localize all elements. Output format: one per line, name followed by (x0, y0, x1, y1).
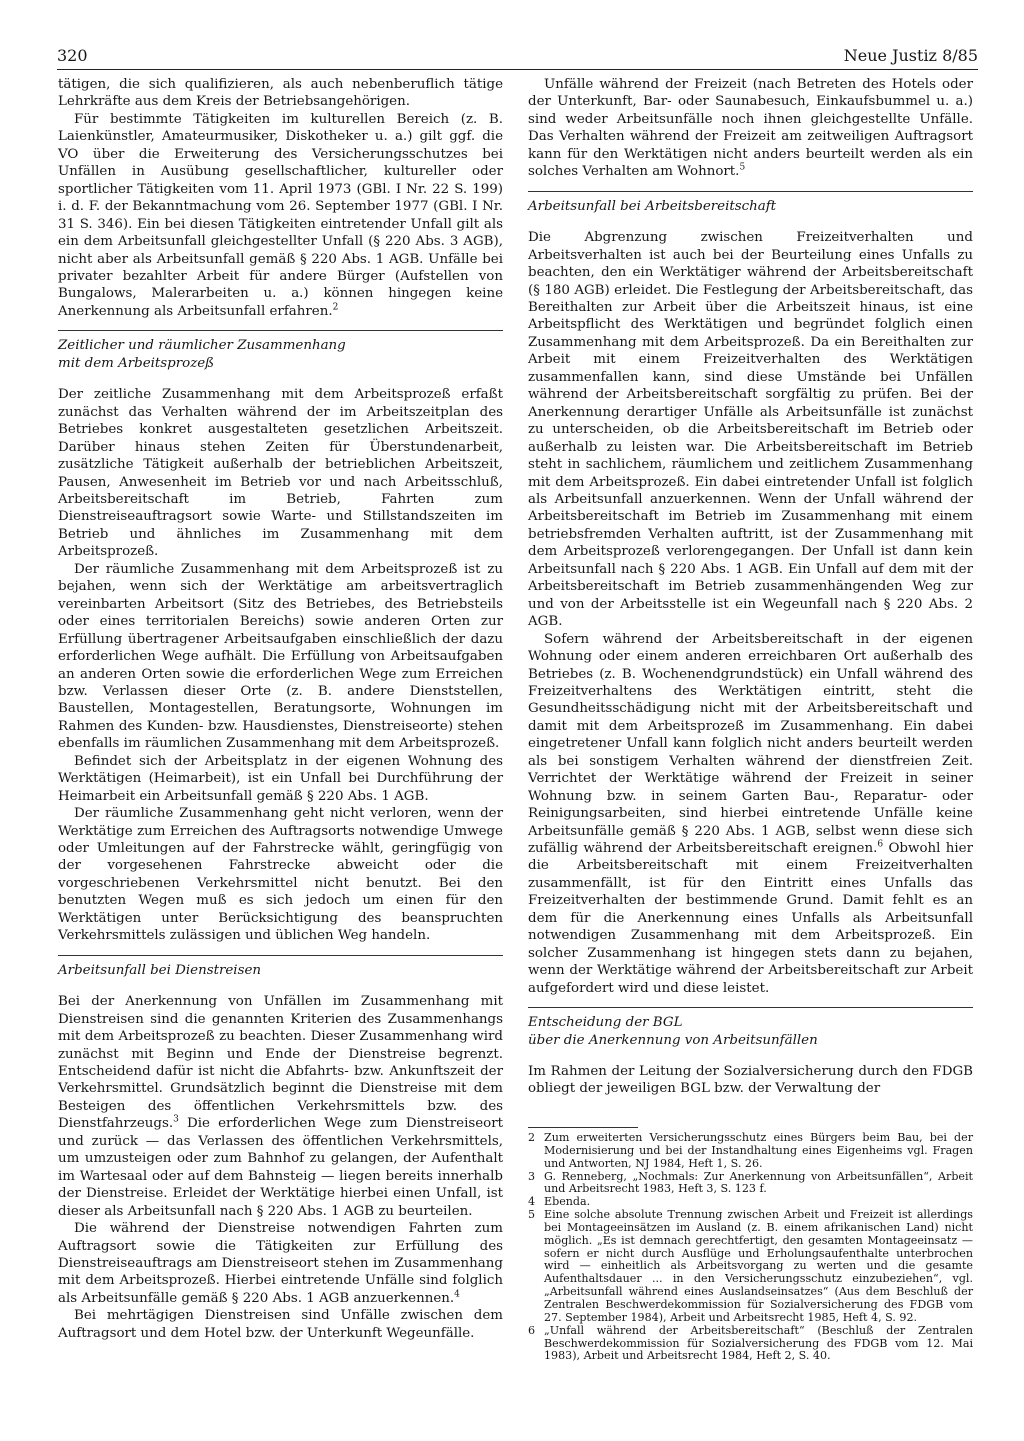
heading-line: Entscheidung der BGL (528, 1015, 683, 1031)
footnote-number: 2 (528, 1131, 536, 1144)
footnote-number: 5 (528, 1208, 536, 1222)
paragraph (58, 1220, 503, 1307)
paragraph (528, 76, 973, 181)
heading-line: mit dem Arbeitsprozeß (58, 355, 215, 371)
footnote (528, 1132, 973, 1171)
paragraph-text: Obwohl hier die Arbeitsbereitschaft mit einem Freizeitverhalten zusammenfällt, ist für den Eintritt eines Unfalls das Freizeitverhalten der bestimmende Grund. Damit fehlt es an dem für die Anerkennung eines Unfalls als Arbeitsunfall notwendigen Zusammenhang mit dem Arbeitsprozeß. Ein solcher Zusammenhang ist hingegen stets dann zu bejahen, wenn der Werktätige während der Arbeitsbereitschaft zur Arbeit aufgefordert wird und diese leistet. (528, 841, 973, 996)
footnotes (528, 1127, 973, 1363)
paragraph-text: Die erforderlichen Wege zum Dienstreiseort und zurück — das Verlassen des öffentlichen Verkehrsmittels, um umzusteigen oder zum Bahnhof zu gelangen, der Aufenthalt im Wartesaal oder auf dem Bahnsteig — liegen bereits innerhalb der Dienstreise. Erleidet der Werktätige hierbei einen Unfall, ist dieser als Arbeitsunfall nach § 220 Abs. 1 AGB zu beurteilen. (58, 1116, 503, 1219)
footnote-ref: 5 (739, 162, 746, 173)
section-heading (528, 1007, 973, 1049)
heading-line: Arbeitsunfall bei Arbeitsbereitschaft (528, 198, 777, 214)
footnote (528, 1325, 973, 1364)
section-heading (58, 955, 503, 979)
footnote (528, 1209, 973, 1325)
paragraph: Der räumliche Zusammenhang mit dem Arbeitsprozeß ist zu bejahen, wenn sich der Werktätige am arbeitsvertraglich vereinbarten Arbeitsort (Sitz des Betriebes, des Betriebsteils oder eines territorialen Bereichs) sowie anderen Orten zur Erfüllung übertragener Arbeitsaufgaben einschließlich der dazu erforderlichen Wege aufhält. Die Erfüllung von Arbeitsaufgaben an anderen Orten sowie die erforderlichen Wege zum Erreichen bzw. Verlassen dieser Orte (z. B. andere Dienststellen, Baustellen, Montagestellen, Beratungsorte, Wohnungen im Rahmen des Kunden- bzw. Hausdienstes, Dienstreiseorte) stehen ebenfalls im räumlichen Zusammenhang mit dem Arbeitsprozeß. (58, 561, 503, 752)
header-rule (57, 69, 978, 70)
right-column (528, 76, 973, 1098)
footnote (528, 1171, 973, 1197)
footnote-number: 3 (528, 1169, 536, 1183)
paragraph: Befindet sich der Arbeitsplatz in der eigenen Wohnung des Werktätigen (Heimarbeit), ist ein Unfall bei Durchführung der Heimarbeit ein Arbeitsunfall gemäß § 220 Abs. 1 AGB. (58, 753, 503, 804)
footnote-ref: 6 (877, 839, 884, 850)
paragraph-text: Bei der Anerkennung von Unfällen im Zusammenhang mit Dienstreisen sind die genannten Kriterien des Zusammenhangs mit dem Arbeitsprozeß zu beachten. Dieser Zusammenhang wird zunächst mit Beginn und Ende der Dienstreise begrenzt. Entscheidend dafür ist nicht die Abfahrts- bzw. Ankunftszeit der Verkehrsmittel. Grundsätzlich beginnt die Dienstreise mit dem Besteigen des öffentlichen Verkehrsmittels bzw. des Dienstfahrzeugs. (58, 994, 503, 1132)
section-heading (58, 330, 503, 372)
footnote-ref: 2 (332, 302, 339, 313)
footnote-number: 6 (528, 1323, 536, 1337)
footnote-text: Eine solche absolute Trennung zwischen Arbeit und Freizeit ist allerdings bei Montageeinsätzen im Ausland (z. B. einem afrikanischen Land) nicht möglich. „Es ist demnach gerechtfertigt, den gesamten Montageeinsatz — sofern er nicht durch Ausflüge und Erholungsaufenthalte unterbrochen wird — einheitlich als Arbeitsvorgang zu werten und die gesamte Aufenthaltsdauer ... in den Versicherungsschutz einzubeziehen“, vgl. „Arbeitsunfall während eines Auslandseinsatzes“ (Aus dem Beschluß der Zentralen Beschwerdekommission für Sozialversicherung des FDGB vom 27. September 1984), Arbeit und Arbeitsrecht 1985, Heft 4, S. 92. (544, 1208, 973, 1324)
footnote-number: 4 (528, 1195, 536, 1209)
paragraph (528, 631, 973, 998)
footnote-text: „Unfall während der Arbeitsbereitschaft“ (Beschluß der Zentralen Beschwerdekommission für Sozialversicherung des FDGB vom 12. Mai 1983), Arbeit und Arbeitsrecht 1984, Heft 2, S. 40. (544, 1323, 973, 1363)
heading-line: über die Anerkennung von Arbeitsunfällen (528, 1032, 818, 1048)
paragraph-text: Sofern während der Arbeitsbereitschaft in der eigenen Wohnung oder einem anderen erreichbaren Ort außerhalb des Betriebes (z. B. Wochenendgrundstück) ein Unfall während des Freizeitverhaltens des Werktätigen eintritt, steht die Gesundheitsschädigung nicht mit der Arbeitsbereitschaft und damit mit dem Arbeitsprozeß im Zusammenhang. Ein dabei eingetretener Unfall kann folglich nicht anders beurteilt werden als bei sonstigem Verhalten während der dienstfreien Zeit. Verrichtet der Werktätige während der Freizeit in seiner Wohnung bzw. in seinem Garten Bau-, Reparatur- oder Reinigungsarbeiten, sind hierbei eintretende Unfälle keine Arbeitsunfälle gemäß § 220 Abs. 1 AGB, selbst wenn diese sich zufällig während der Arbeitsbereitschaft ereignen. (528, 631, 973, 857)
paragraph (58, 993, 503, 1220)
page-number: 320 (57, 46, 88, 65)
footnote-ref: 3 (173, 1114, 179, 1125)
paragraph: Bei mehrtägigen Dienstreisen sind Unfälle zwischen dem Auftragsort und dem Hotel bzw. der Unterkunft Wegeunfälle. (58, 1308, 503, 1341)
left-column (58, 76, 503, 1342)
paragraph: Der räumliche Zusammenhang geht nicht verloren, wenn der Werktätige zum Erreichen des Auftragsorts notwendige Umwege oder Umleitungen auf der Fahrstrecke wählt, geringfügig von der vorgesehenen Fahrstrecke abweicht oder die vorgeschriebenen Verkehrsmittel nicht benutzt. Bei den benutzten Wegen muß es sich jedoch um einen für den Werktätigen unter Berücksichtigung des beanspruchten Verkehrsmittels zulässigen und üblichen Weg handeln. (58, 806, 503, 944)
heading-line: Arbeitsunfall bei Dienstreisen (58, 962, 261, 978)
footnote-rule (528, 1127, 638, 1128)
footnote-text: Zum erweiterten Versicherungsschutz eines Bürgers beim Bau, bei der Modernisierung und bei der Instandhaltung eines Eigenheims vgl. Fragen und Antworten, NJ 1984, Heft 1, S. 26. (544, 1131, 973, 1170)
journal-title: Neue Justiz 8/85 (843, 46, 978, 65)
footnote-ref: 4 (454, 1289, 460, 1300)
paragraph-text: Für bestimmte Tätigkeiten im kulturellen Bereich (z. B. Laienkünstler, Amateurmusiker, Diskotheker u. a.) gilt ggf. die VO über die Erweiterung des Versicherungsschutzes bei Unfällen in Ausübung gesellschaftlicher, kultureller oder sportlicher Tätigkeiten vom 11. April 1973 (GBl. I Nr. 22 S. 199) i. d. F. der Bekanntmachung vom 26. September 1977 (GBl. I Nr. 31 S. 346). Ein bei diesen Tätigkeiten eintretender Unfall gilt als ein dem Arbeitsunfall gleichgestellter Unfall (§ 220 Abs. 3 AGB), nicht aber als Arbeitsunfall gemäß § 220 Abs. 1 AGB. Unfälle bei privater bezahlter Arbeit für andere Bürger (Aufstellen von Bungalows, Malerarbeiten u. a.) können hingegen keine Anerkennung als Arbeitsunfall erfahren. (58, 111, 503, 319)
paragraph-text: Unfälle während der Freizeit (nach Betreten des Hotels oder der Unterkunft, Bar- oder Saunabesuch, Einkaufsbummel u. a.) sind weder Arbeitsunfälle noch ihnen gleichgestellte Unfälle. Das Verhalten während der Freizeit am zeitweiligen Auftragsort kann für den Werktätigen nicht anders beurteilt werden als ein solches Verhalten am Wohnort. (528, 77, 973, 180)
footnote-text: G. Renneberg, „Nochmals: Zur Anerkennung von Arbeitsunfällen“, Arbeit und Arbeitsrecht 1983, Heft 3, S. 123 f. (544, 1169, 973, 1196)
heading-line: Zeitlicher und räumlicher Zusammenhang (58, 338, 346, 354)
paragraph: Der zeitliche Zusammenhang mit dem Arbeitsprozeß erfaßt zunächst das Verhalten während der im Arbeitszeitplan des Betriebes konkret ausgestalteten gesetzlichen Arbeitszeit. Darüber hinaus stehen Zeiten für Überstundenarbeit, zusätzliche Tätigkeit außerhalb der betrieblichen Arbeitszeit, Pausen, Anwesenheit im Betrieb vor und nach Arbeitsschluß, Arbeitsbereitschaft im Betrieb, Fahrten zum Dienstreiseauftragsort sowie Warte- und Stillstandszeiten im Betrieb und ähnliches im Zusammenhang mit dem Arbeitsprozeß. (58, 387, 503, 560)
section-heading (528, 191, 973, 215)
paragraph (58, 111, 503, 320)
footnote-text: Ebenda. (544, 1195, 591, 1209)
paragraph: Die Abgrenzung zwischen Freizeitverhalten und Arbeitsverhalten ist auch bei der Beurteilung eines Unfalls zu beachten, den ein Werktätiger während der Arbeitsbereitschaft (§ 180 AGB) erleidet. Die Festlegung der Arbeitsbereitschaft, das Bereithalten zur Arbeit über die Arbeitszeit hinaus, ist eine Arbeitspflicht des Werktätigen und begründet folglich einen Zusammenhang mit dem Arbeitsprozeß. Da ein Bereithalten zur Arbeit mit einem Freizeitverhalten des Werktätigen zusammenfallen kann, sind diese Umstände bei Unfällen während der Arbeitsbereitschaft sorgfältig zu prüfen. Bei der Anerkennung derartiger Unfälle als Arbeitsunfälle ist zunächst zu unterscheiden, ob die Arbeitsbereitschaft im Betrieb oder außerhalb zu leisten war. Die Arbeitsbereitschaft im Betrieb steht in sachlichem, räumlichem und zeitlichem Zusammenhang mit dem Arbeitsprozeß. Ein dabei eintretender Unfall ist folglich als Arbeitsunfall anzuerkennen. Wenn der Unfall während der Arbeitsbereitschaft im Betrieb im Zusammenhang mit einem betriebsfremden Verhalten auftritt, ist der Zusammenhang mit dem Arbeitsprozeß verlorengegangen. Der Unfall ist dann kein Arbeitsunfall nach § 220 Abs. 1 AGB. Ein Unfall auf dem mit der Arbeitsbereitschaft im Betrieb zusammenhängenden Weg zur und von der Arbeitsstelle ist ein Wegeunfall nach § 220 Abs. 2 AGB. (528, 230, 973, 630)
paragraph-text: Die während der Dienstreise notwendigen Fahrten zum Auftragsort sowie die Tätigkeiten zur Erfüllung des Dienstreiseauftrags am Dienstreiseort stehen im Zusammenhang mit dem Arbeitsprozeß. Hierbei eintretende Unfälle sind folglich als Arbeitsunfälle gemäß § 220 Abs. 1 AGB anzuerkennen. (58, 1221, 503, 1306)
paragraph: tätigen, die sich qualifizieren, als auch nebenberuflich tätige Lehrkräfte aus dem Kreis der Betriebsangehörigen. (58, 77, 503, 110)
paragraph: Im Rahmen der Leitung der Sozialversicherung durch den FDGB obliegt der jeweiligen BGL bzw. der Verwaltung der (528, 1064, 973, 1097)
